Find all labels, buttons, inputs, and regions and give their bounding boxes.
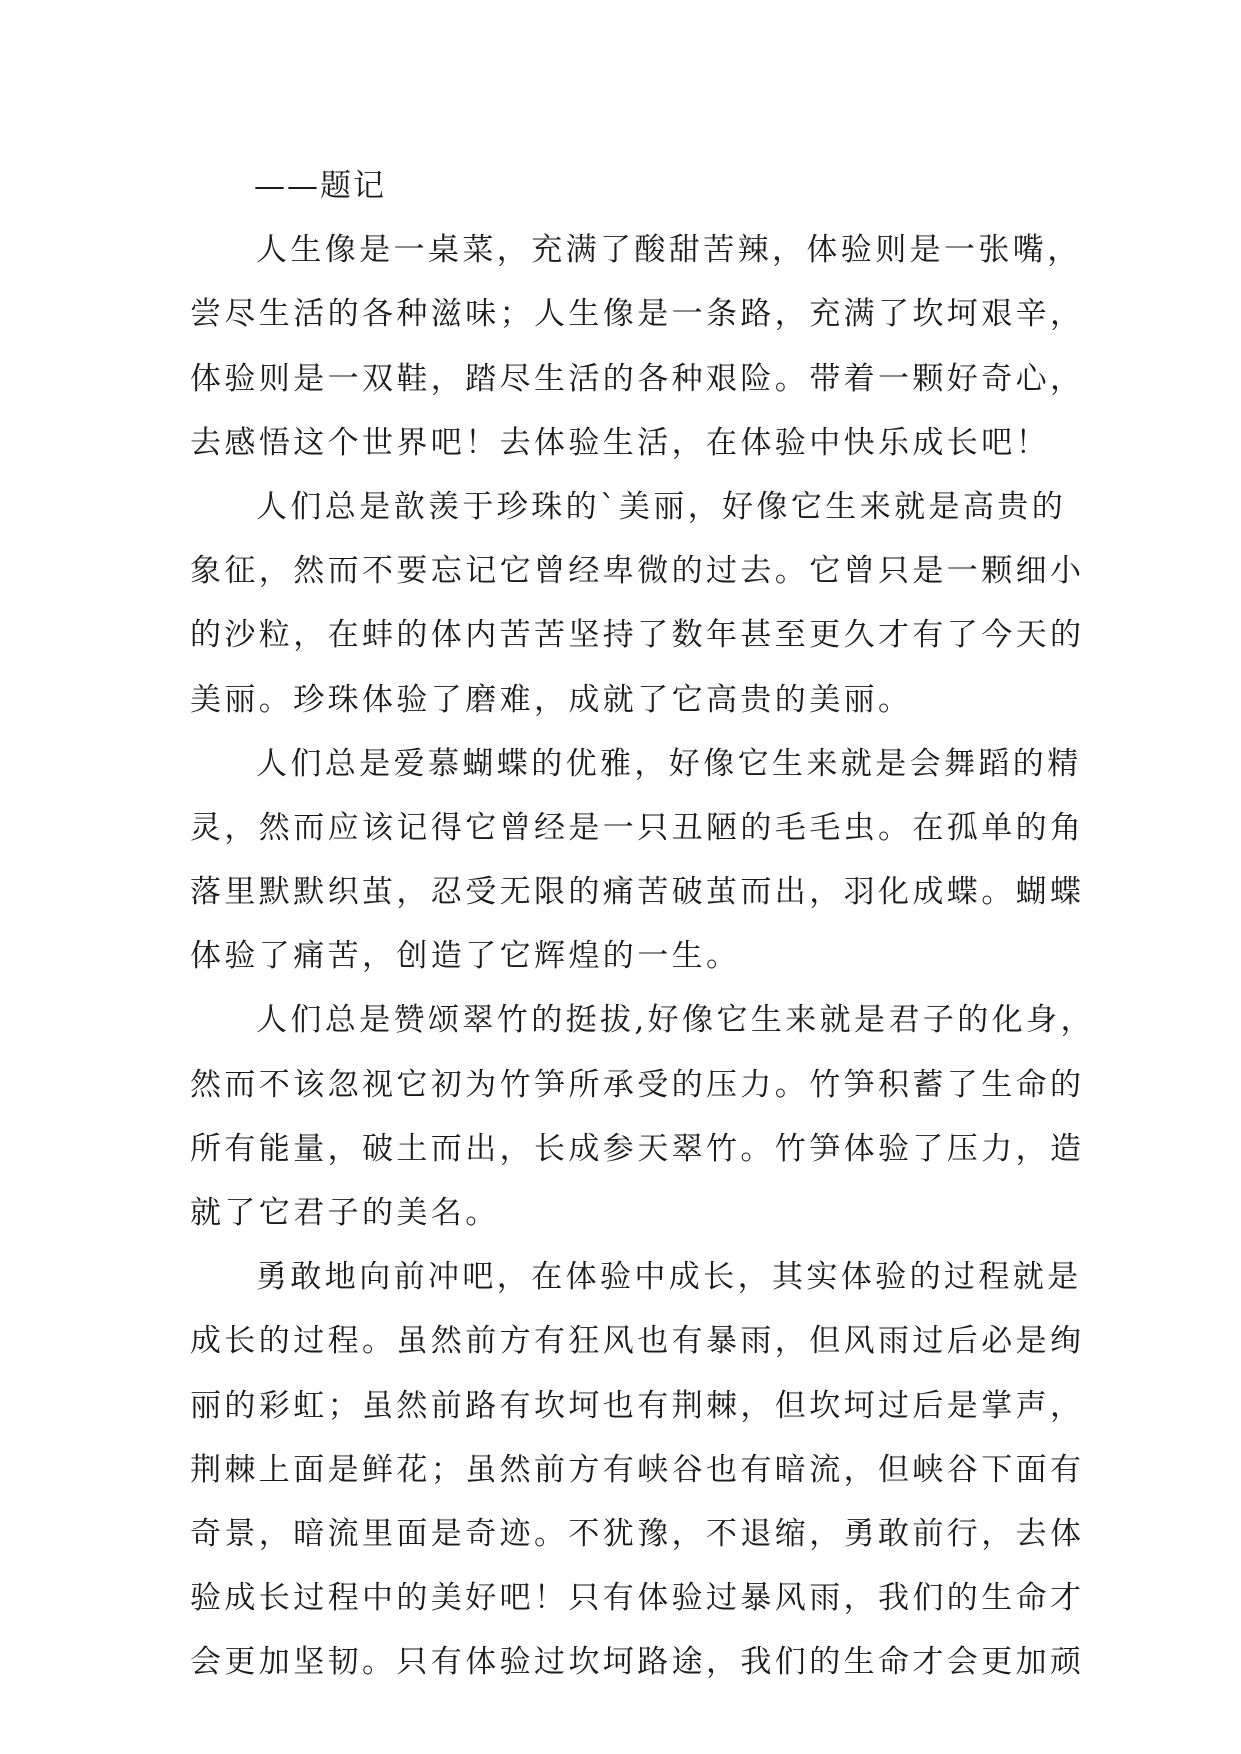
text-line: 人生像是一桌菜，充满了酸甜苦辣，体验则是一张嘴， xyxy=(256,232,1082,269)
text-line: 奇景，暗流里面是奇迹。不犹豫，不退缩，勇敢前行，去体 xyxy=(190,1515,1085,1552)
text-line: 去感悟这个世界吧！去体验生活，在体验中快乐成长吧！ xyxy=(190,424,1050,461)
text-line: 尝尽生活的各种滋味；人生像是一条路，充满了坎坷艰辛， xyxy=(190,296,1085,333)
text-line: 会更加坚韧。只有体验过坎坷路途，我们的生命才会更加顽 xyxy=(190,1644,1085,1681)
text-line: 人们总是爱慕蝴蝶的优雅，好像它生来就是会舞蹈的精 xyxy=(256,745,1082,782)
text-line: 体验了痛苦，创造了它辉煌的一生。 xyxy=(190,938,741,975)
text-line: 然而不该忽视它初为竹笋所承受的压力。竹笋积蓄了生命的 xyxy=(190,1066,1085,1103)
text-line: 落里默默织茧，忍受无限的痛苦破茧而出，羽化成蝶。蝴蝶 xyxy=(190,874,1085,911)
text-line: 人们总是歆羡于珍珠的`美丽，好像它生来就是高贵的 xyxy=(256,488,1067,525)
text-line: 象征，然而不要忘记它曾经卑微的过去。它曾只是一颗细小 xyxy=(190,553,1085,590)
essay-body xyxy=(190,154,1095,1695)
text-line: 灵，然而应该记得它曾经是一只丑陋的毛毛虫。在孤单的角 xyxy=(190,809,1085,846)
text-line: 的沙粒，在蚌的体内苦苦坚持了数年甚至更久才有了今天的 xyxy=(190,617,1085,654)
text-line: 美丽。珍珠体验了磨难，成就了它高贵的美丽。 xyxy=(190,681,913,718)
text-line: 人们总是赞颂翠竹的挺拔,好像它生来就是君子的化身， xyxy=(256,1002,1095,1039)
text-line: 就了它君子的美名。 xyxy=(190,1195,500,1231)
text-line: 勇敢地向前冲吧，在体验中成长，其实体验的过程就是 xyxy=(256,1259,1082,1296)
text-line: 荆棘上面是鲜花；虽然前方有峡谷也有暗流，但峡谷下面有 xyxy=(190,1451,1085,1488)
text-line: 成长的过程。虽然前方有狂风也有暴雨，但风雨过后必是绚 xyxy=(190,1323,1085,1360)
epigraph-signature: ——题记 xyxy=(254,168,386,204)
text-line: 所有能量，破土而出，长成参天翠竹。竹笋体验了压力，造 xyxy=(190,1130,1085,1167)
text-line: 丽的彩虹；虽然前路有坎坷也有荆棘，但坎坷过后是掌声， xyxy=(190,1387,1085,1424)
text-line: 验成长过程中的美好吧！只有体验过暴风雨，我们的生命才 xyxy=(190,1580,1085,1617)
text-line: 体验则是一双鞋，踏尽生活的各种艰险。带着一颗好奇心， xyxy=(190,360,1085,397)
